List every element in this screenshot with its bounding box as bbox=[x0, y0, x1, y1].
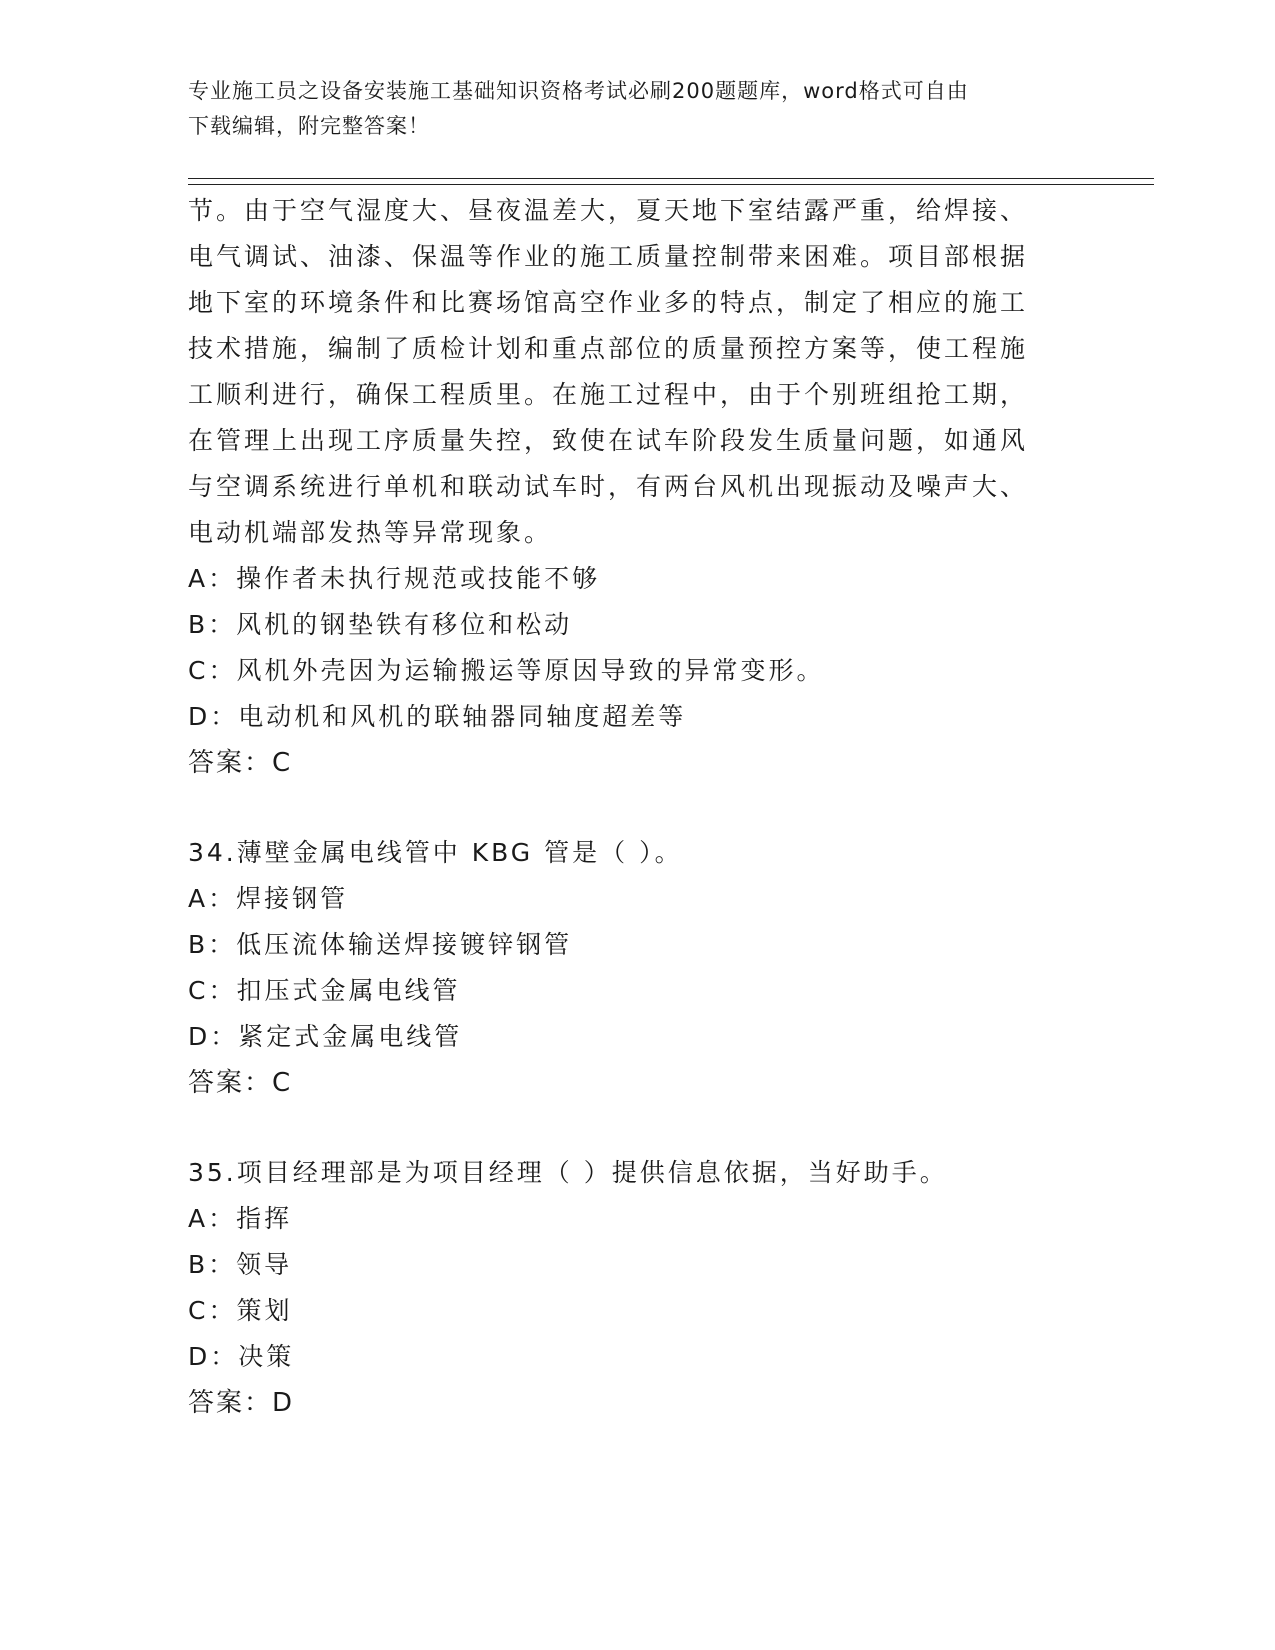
option-a: A：指挥 bbox=[188, 1204, 293, 1233]
document-body bbox=[188, 188, 1108, 1426]
option-a: A：操作者未执行规范或技能不够 bbox=[188, 564, 601, 593]
option-d: D：电动机和风机的联轴器同轴度超差等 bbox=[188, 702, 687, 731]
option-c: C：风机外壳因为运输搬运等原因导致的异常变形。 bbox=[188, 656, 825, 685]
question-text-line: 与空调系统进行单机和联动试车时，有两台风机出现振动及噪声大、 bbox=[188, 472, 1029, 501]
question-text-line: 工顺利进行，确保工程质里。在施工过程中，由于个别班组抢工期， bbox=[188, 380, 1029, 409]
answer-34: 答案：C bbox=[188, 1068, 293, 1098]
document-header bbox=[188, 74, 1088, 144]
question-text-line: 在管理上出现工序质量失控，致使在试车阶段发生质量问题，如通风 bbox=[188, 426, 1029, 455]
option-a: A：焊接钢管 bbox=[188, 884, 349, 913]
question-33-block bbox=[188, 188, 1108, 786]
question-35-title: 35.项目经理部是为项目经理（ ）提供信息依据，当好助手。 bbox=[188, 1158, 948, 1187]
option-b: B：风机的钢垫铁有移位和松动 bbox=[188, 610, 573, 639]
question-text-line: 电气调试、油漆、保温等作业的施工质量控制带来困难。项目部根据 bbox=[188, 242, 1029, 271]
header-line-1: 专业施工员之设备安装施工基础知识资格考试必刷200题题库，word格式可自由 bbox=[188, 79, 969, 103]
answer-35: 答案：D bbox=[188, 1388, 295, 1418]
option-b: B：领导 bbox=[188, 1250, 293, 1279]
header-line-2: 下载编辑，附完整答案！ bbox=[188, 114, 430, 138]
question-34-block bbox=[188, 830, 1108, 1106]
option-d: D：决策 bbox=[188, 1342, 295, 1371]
answer-33: 答案：C bbox=[188, 748, 293, 778]
option-c: C：扣压式金属电线管 bbox=[188, 976, 461, 1005]
question-text-line: 电动机端部发热等异常现象。 bbox=[188, 518, 553, 547]
header-double-rule bbox=[188, 178, 1154, 185]
question-text-line: 地下室的环境条件和比赛场馆高空作业多的特点，制定了相应的施工 bbox=[188, 288, 1029, 317]
option-b: B：低压流体输送焊接镀锌钢管 bbox=[188, 930, 573, 959]
question-34-title: 34.薄壁金属电线管中 KBG 管是（ ）。 bbox=[188, 838, 683, 867]
question-text-line: 技术措施，编制了质检计划和重点部位的质量预控方案等，使工程施 bbox=[188, 334, 1029, 363]
question-text-line: 节。由于空气湿度大、昼夜温差大，夏天地下室结露严重，给焊接、 bbox=[188, 196, 1029, 225]
option-d: D：紧定式金属电线管 bbox=[188, 1022, 463, 1051]
question-35-block bbox=[188, 1150, 1108, 1426]
option-c: C：策划 bbox=[188, 1296, 293, 1325]
